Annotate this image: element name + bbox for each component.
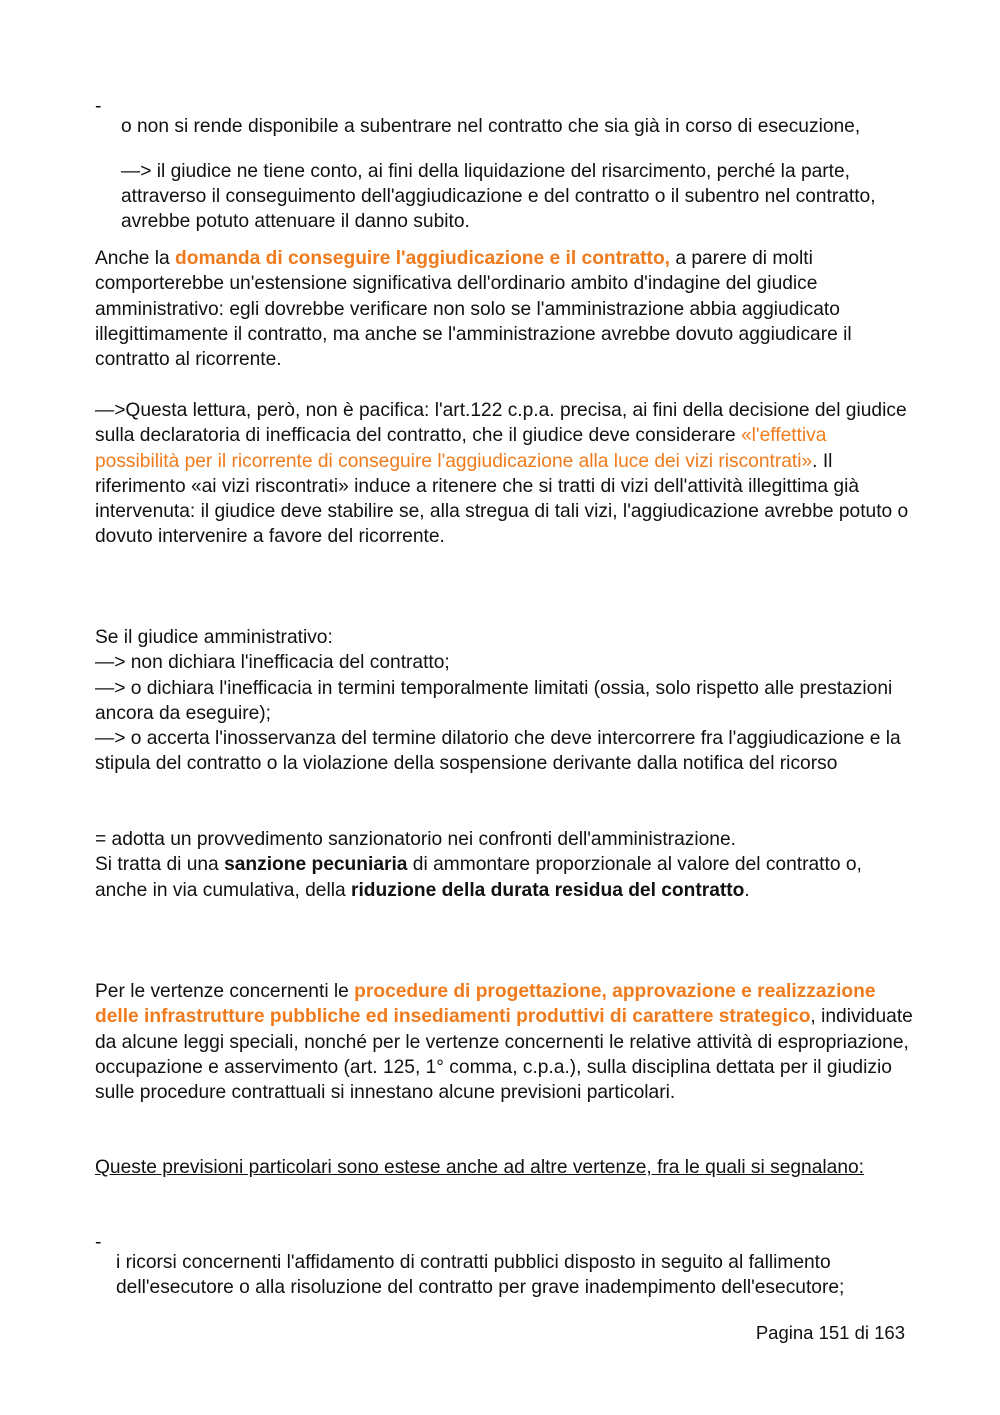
para5-post: . [744, 879, 750, 901]
bullet-marker: - [95, 1232, 102, 1253]
para6-pre: Per le vertenze concernenti le [95, 981, 355, 1002]
para3-highlight: «l'effettiva possibilità per il ricorrente di conseguire l'aggiudicazione alla luce dei vizi riscontrati» [95, 425, 827, 472]
para5-bold2: riduzione della durata residua del contratto [350, 879, 745, 901]
para5-line1: = adotta un provvedimento sanzionatorio nei confronti dell'amministrazione. [95, 829, 736, 850]
bullet-1-line1: o non si rende disponibile a subentrare nel contratto che sia già in corso di esecuzione, [121, 116, 861, 138]
para2-highlight: domanda di conseguire l'aggiudicazione e il contratto, [175, 248, 670, 269]
para4-item2: —> o dichiara l'inefficacia in termini temporalmente limitati (ossia, solo rispetto alle prestazioni ancora da eseguire); [95, 677, 893, 724]
para5-bold1: sanzione pecuniaria [224, 854, 408, 876]
para6-post: , individuate da alcune leggi speciali, nonché per le vertenze concernenti le relative attività di espropriazione, occupazione e asservimento (art. 125, 1° comma, c.p.a.), sulla disciplina dettata per il giudizio sulle procedure contrattuali si innestano alcune previsioni particolari. [95, 1006, 913, 1104]
para5-mid: di ammontare proporzionale al valore del contratto o, anche in via cumulativa, della [95, 854, 862, 901]
para5-pre: Si tratta di una [95, 854, 225, 876]
para3-pre: —>Questa lettura, però, non è pacifica: l'art.122 c.p.a. precisa, ai fini della decisione del giudice sulla declaratoria di inefficacia del contratto, che il giudice deve considerare [95, 400, 907, 447]
paragraph-vertenze [95, 979, 915, 1105]
para4-intro: Se il giudice amministrativo: [95, 627, 333, 648]
bullet-2 [116, 1231, 911, 1320]
para4-item3: —> o accerta l'inosservanza del termine dilatorio che deve intercorrere fra l'aggiudicazione e la stipula del contratto o la violazione della sospensione derivante dalla notifica del ricorso [95, 728, 901, 775]
bullet-2-text: i ricorsi concernenti l'affidamento di contratti pubblici disposto in seguito al fallimento dell'esecutore o alla risoluzione del contratto per grave inadempimento dell'esecutore; [116, 1252, 845, 1299]
bullet-1-line2: —> il giudice ne tiene conto, ai fini della liquidazione del risarcimento, perché la parte, attraverso il conseguimento dell'aggiudicazione e del contratto o il subentro nel contratto, avrebbe potuto attenuare il danno subito. [121, 160, 876, 233]
bullet-1 [121, 95, 911, 254]
para3-post: . Il riferimento «ai vizi riscontrati» induce a ritenere che si tratti di vizi dell'attività illegittima già intervenuta: il giudice deve stabilire se, alla stregua di tali vizi, l'aggiudicazione avrebbe potuto o dovuto intervenire a favore del ricorrente. [95, 450, 909, 548]
bullet-marker: - [95, 96, 102, 117]
paragraph-previsioni [95, 1155, 915, 1180]
paragraph-art122 [95, 398, 915, 550]
para7-underlined: Queste previsioni particolari sono estese anche ad altre vertenze, fra le quali si segnalano: [95, 1157, 865, 1178]
para4-item1: —> non dichiara l'inefficacia del contratto; [95, 652, 450, 674]
para2-post: a parere di molti comporterebbe un'estensione significativa dell'ordinario ambito d'indagine del giudice amministrativo: egli dovrebbe verificare non solo se l'amministrazione abbia aggiudicato illegittimamente il contratto, ma anche se l'amministrazione avrebbe dovuto aggiudicare il contratto al ricorrente. [95, 248, 852, 371]
paragraph-sanzione [95, 827, 915, 903]
page-number: Pagina 151 di 163 [755, 1322, 905, 1343]
para6-highlight: procedure di progettazione, approvazione e realizzazione delle infrastrutture pubbliche ed insediamenti produttivi di carattere strategico [95, 981, 876, 1028]
para2-pre: Anche la [95, 248, 176, 269]
paragraph-giudice [95, 625, 915, 777]
paragraph-domanda [95, 246, 915, 372]
